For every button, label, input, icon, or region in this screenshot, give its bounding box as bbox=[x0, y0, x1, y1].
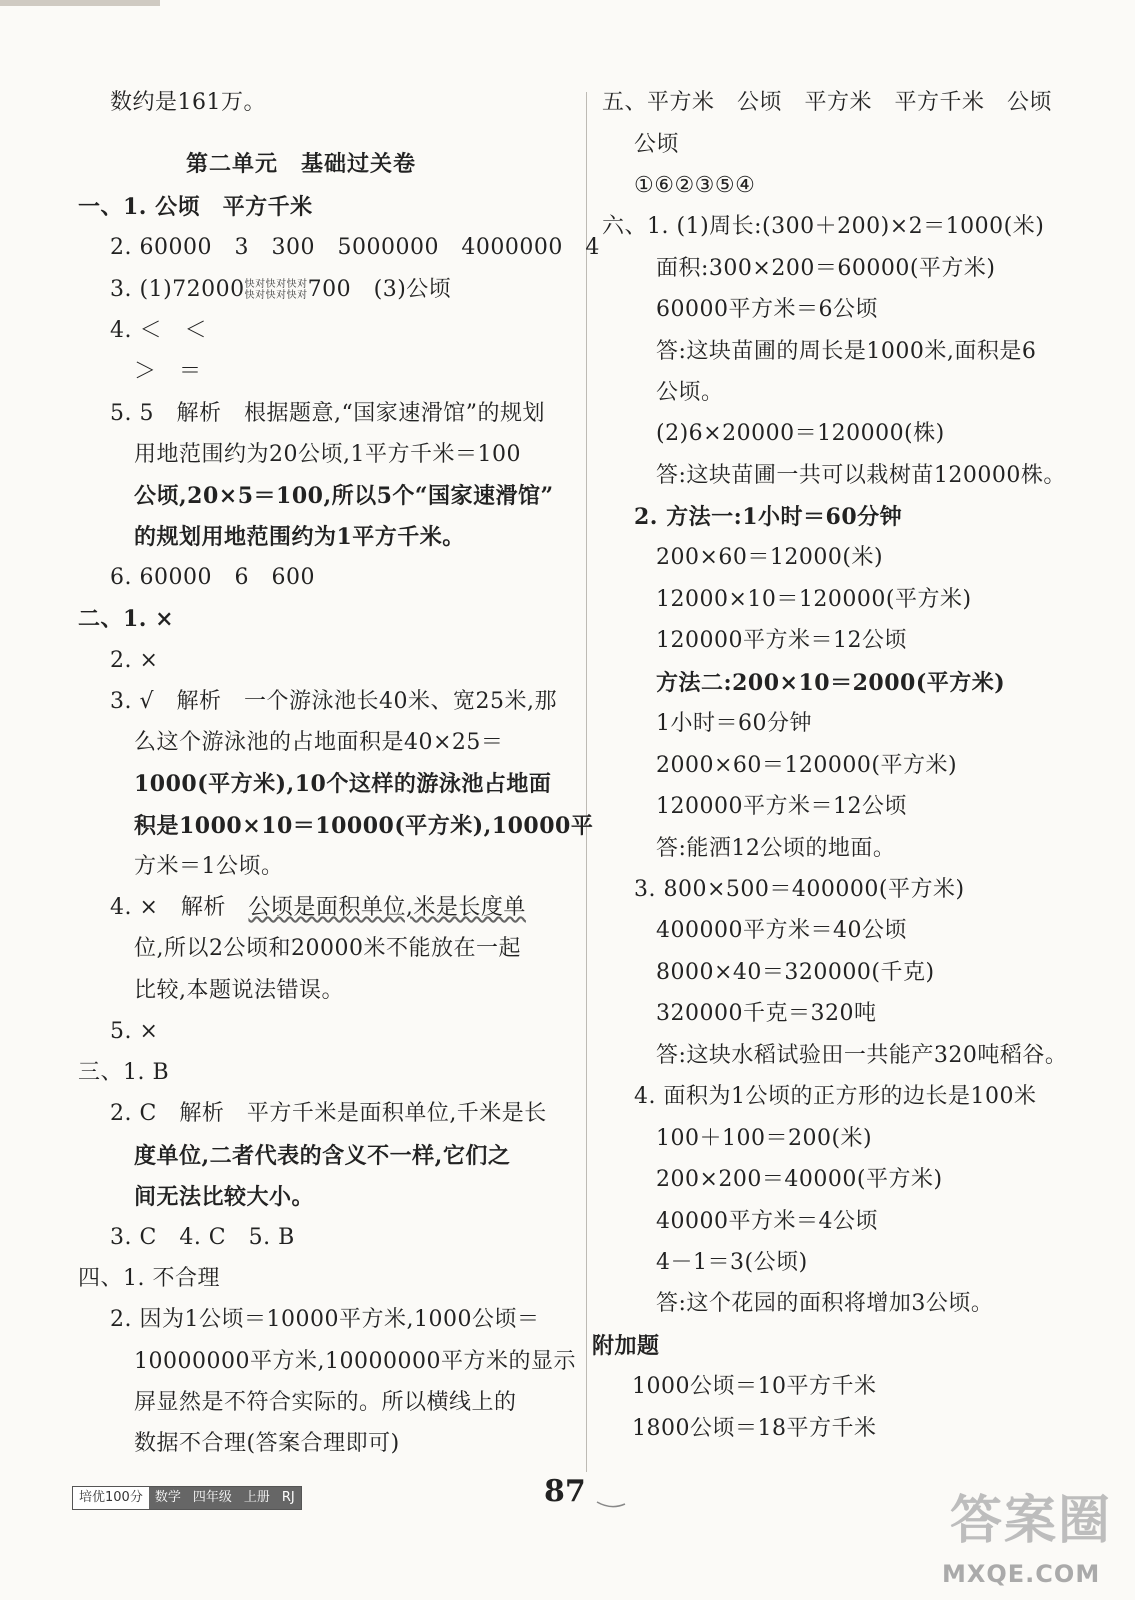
text-line: 一、1. 公顷 平方千米 bbox=[78, 194, 313, 220]
text-line: 12000×10＝120000(平方米) bbox=[656, 587, 972, 612]
text-line: 公顷,20×5＝100,所以5个“国家速滑馆” bbox=[134, 483, 554, 509]
text-line: 2. 60000 3 300 5000000 4000000 4 bbox=[110, 235, 600, 260]
text-line: 公顷 bbox=[634, 132, 680, 157]
text-fragment: 3. (1)72000 bbox=[110, 277, 245, 302]
subject: 数学 bbox=[149, 1487, 187, 1509]
text-line: 位,所以2公顷和20000米不能放在一起 bbox=[134, 936, 521, 961]
text-line: 答:这块苗圃一共可以栽树苗120000株。 bbox=[656, 463, 1066, 488]
text-fragment: 700 (3)公顷 bbox=[307, 277, 452, 302]
text-line: 100＋100＝200(米) bbox=[656, 1126, 873, 1151]
top-edge-bar bbox=[0, 0, 160, 6]
text-line: 400000平方米＝40公顷 bbox=[656, 918, 907, 943]
text-line: 么这个游泳池的占地面积是40×25＝ bbox=[134, 730, 504, 755]
text-line: 4. ＜ ＜ bbox=[110, 318, 207, 343]
text-line: 用地范围约为20公顷,1平方千米＝100 bbox=[134, 442, 521, 467]
text-line: 2. × bbox=[110, 648, 159, 673]
text-line: 答:能洒12公顷的地面。 bbox=[656, 836, 896, 861]
text-line: 2. 方法一:1小时＝60分钟 bbox=[634, 504, 903, 530]
overlay-text: 快对快对快对 快对快对快对 bbox=[244, 279, 308, 301]
text-line: 四、1. 不合理 bbox=[78, 1266, 220, 1291]
text-line: 度单位,二者代表的含义不一样,它们之 bbox=[134, 1143, 511, 1169]
book-name: 培优100分 bbox=[73, 1487, 149, 1509]
book-label bbox=[72, 1486, 302, 1510]
text-line: 间无法比较大小。 bbox=[134, 1184, 315, 1210]
text-line: 六、1. (1)周长:(300＋200)×2＝1000(米) bbox=[602, 214, 1045, 239]
text-line: 比较,本题说法错误。 bbox=[134, 978, 344, 1003]
text-line: 200×200＝40000(平方米) bbox=[656, 1167, 943, 1192]
text-line: ＞ ＝ bbox=[134, 359, 202, 384]
text-line: 的规划用地范围约为1平方千米。 bbox=[134, 524, 465, 550]
text-line: 60000平方米＝6公顷 bbox=[656, 297, 878, 322]
text-line: 答:这个花园的面积将增加3公顷。 bbox=[656, 1291, 994, 1316]
text-line: 1小时＝60分钟 bbox=[656, 711, 812, 736]
text-line: 320000千克＝320吨 bbox=[656, 1001, 877, 1026]
text-line: 答:这块苗圃的周长是1000米,面积是6 bbox=[656, 339, 1037, 364]
bonus-heading: 附加题 bbox=[592, 1333, 660, 1359]
text-line: 答:这块水稻试验田一共能产320吨稻谷。 bbox=[656, 1043, 1068, 1068]
text-line: 40000平方米＝4公顷 bbox=[656, 1209, 878, 1234]
text-line: 10000000平方米,10000000平方米的显示 bbox=[134, 1349, 576, 1374]
text-line: 3. √ 解析 一个游泳池长40米、宽25米,那 bbox=[110, 689, 557, 714]
text-line: 数约是161万。 bbox=[110, 90, 266, 115]
text-line bbox=[110, 893, 526, 923]
text-line: 二、1. × bbox=[78, 606, 175, 632]
edition: RJ bbox=[276, 1487, 301, 1509]
page-number: 87 bbox=[544, 1474, 586, 1509]
watermark-logo: 答案圈 bbox=[950, 1491, 1113, 1551]
text-line: 方米＝1公顷。 bbox=[134, 854, 284, 879]
text-line: 公顷。 bbox=[656, 380, 724, 405]
text-fragment: 4. × 解析 bbox=[110, 895, 249, 920]
text-line: 1800公顷＝18平方千米 bbox=[632, 1416, 877, 1441]
text-line: 5. × bbox=[110, 1019, 159, 1044]
text-line: 3. 800×500＝400000(平方米) bbox=[634, 877, 965, 902]
text-line: 6. 60000 6 600 bbox=[110, 565, 315, 590]
text-line: 面积:300×200＝60000(平方米) bbox=[656, 256, 996, 281]
text-line: 1000(平方米),10个这样的游泳池占地面 bbox=[134, 771, 552, 797]
text-line: 积是1000×10＝10000(平方米),10000平 bbox=[134, 813, 594, 839]
watermark-site: MXQE.COM bbox=[942, 1560, 1101, 1588]
text-line: (2)6×20000＝120000(株) bbox=[656, 421, 945, 446]
text-line: 120000平方米＝12公顷 bbox=[656, 628, 907, 653]
underlined-text: 公顷是面积单位,米是长度单 bbox=[248, 895, 526, 920]
text-line: 2000×60＝120000(平方米) bbox=[656, 753, 958, 778]
text-line: 2. C 解析 平方千米是面积单位,千米是长 bbox=[110, 1101, 547, 1126]
text-line: ①⑥②③⑤④ bbox=[634, 173, 756, 198]
text-line: 三、1. B bbox=[78, 1060, 170, 1085]
text-line: 200×60＝12000(米) bbox=[656, 545, 884, 570]
swoosh-decoration-icon bbox=[596, 1500, 626, 1510]
text-line: 5. 5 解析 根据题意,“国家速滑馆”的规划 bbox=[110, 401, 545, 426]
text-line: 3. C 4. C 5. B bbox=[110, 1225, 295, 1250]
text-line: 2. 因为1公顷＝10000平方米,1000公顷＝ bbox=[110, 1307, 540, 1332]
text-line: 方法二:200×10＝2000(平方米) bbox=[656, 670, 1006, 696]
text-line: 4－1＝3(公顷) bbox=[656, 1250, 808, 1275]
column-divider bbox=[586, 92, 587, 1472]
text-line: 屏显然是不符合实际的。所以横线上的 bbox=[134, 1390, 517, 1415]
grade: 四年级 bbox=[187, 1487, 238, 1509]
text-line: 8000×40＝320000(千克) bbox=[656, 960, 935, 985]
text-line bbox=[110, 275, 451, 305]
volume: 上册 bbox=[238, 1487, 276, 1509]
text-line: 五、平方米 公顷 平方米 平方千米 公顷 bbox=[602, 90, 1053, 115]
section-title: 第二单元 基础过关卷 bbox=[186, 152, 417, 177]
text-line: 120000平方米＝12公顷 bbox=[656, 794, 907, 819]
text-line: 1000公顷＝10平方千米 bbox=[632, 1374, 877, 1399]
text-line: 数据不合理(答案合理即可) bbox=[134, 1431, 400, 1456]
text-line: 4. 面积为1公顷的正方形的边长是100米 bbox=[634, 1084, 1037, 1109]
